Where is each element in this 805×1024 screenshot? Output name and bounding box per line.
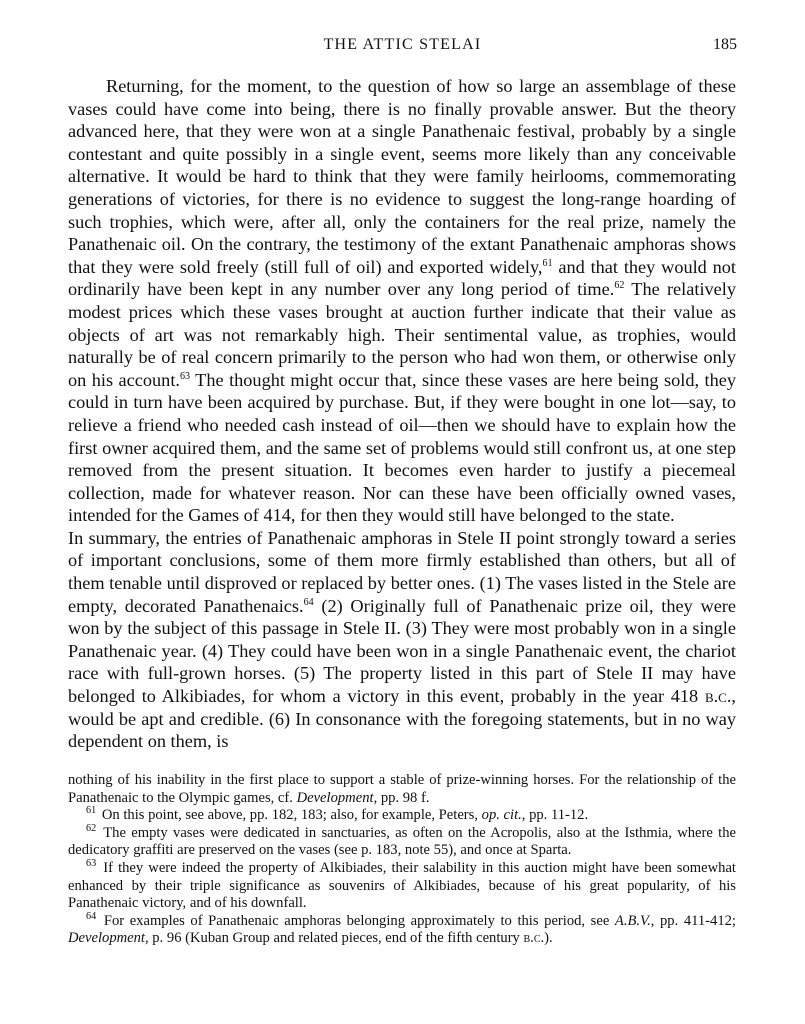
era-abbreviation: b.c. [704,686,732,707]
page-number: 185 [713,36,737,53]
text-run: (2) Originally full of Panathenaic prize oil, they were won by the subject of this passage in Stele II. (3) They were most probably won in a single Panathenaic year. (4) They could have been won in a single Panathenaic event, the chariot race with full-grown horses. (5) The property listed in this part of Stele II may have belonged to Alkibiades, for whom a victory in this event, probably in the year 418 [68,595,737,707]
footnote-63 [68,860,736,913]
footnote-ref-61: 61 [542,257,553,269]
main-text [68,75,736,753]
footnote-62 [68,822,736,860]
footnotes [68,772,736,948]
text-run: The empty vases were dedicated in sanctuaries, as often on the Acropolis, also at the Isthmia, where the dedicatory graffiti are preserved on the vases (see p. 183, note 55), and once at Sparta. [68,824,736,859]
text-run: The relatively modest prices which these vases brought at auction further indicate that their value as objects of art was not remarkably high. Their sentimental value, as trophies, would naturally be of real concern primarily to the person who had won them, or otherwise only on his account. [68,279,736,390]
footnote-64 [68,910,736,948]
citation: Development [68,930,145,947]
text-run: , would be apt and credible. (6) In consonance with the foregoing statements, but in no way dependent on them, is [68,686,736,752]
footnote-continuation [68,772,736,807]
citation: Development [296,789,374,806]
footnote-number: 63 [86,858,97,870]
footnote-number: 64 [86,910,97,922]
text-run: ). [544,930,553,947]
running-title: THE ATTIC STELAI [323,36,482,53]
paragraph-summary [68,527,736,753]
text-run: On this point, see above, pp. 182, 183; also, for example, Peters, [98,807,482,824]
footnote-ref-62: 62 [614,280,625,292]
footnote-number: 61 [86,805,97,817]
footnote-ref-64: 64 [303,596,314,608]
text-run: Returning, for the moment, to the question of how so large an assemblage of these vases could have come into being, there is no finally provable answer. But the theory advanced here, that they were won at a single Panathenaic festival, probably by a single contestant and quite possibly in a single event, seems more likely than any conceivable alternative. It would be hard to think that they were family heirlooms, commemorating generations of victories, for there is no evidence to suggest the long-range hoarding of such trophies, which were, after all, only the containers for the real prize, namely the Panathenaic oil. On the contrary, the testimony of the extant Panathenaic amphoras shows that they were sold freely (still full of oil) and exported widely, [68,76,736,277]
text-run: For examples of Panathenaic amphoras belonging approximately to this period, see [98,912,615,929]
text-run: , pp. 411-412; [650,912,736,929]
footnote-number: 62 [86,822,97,834]
citation: op. cit. [481,807,522,824]
running-header [68,36,737,58]
text-run: In summary, the entries of Panathenaic amphoras in Stele II point strongly toward a series of important conclusions, some of them more firmly established than others, but all of them tenable until disproved or replaced by better ones. (1) The vases listed in the Stele are empty, decorated Panathenaics. [68,527,736,616]
era-abbreviation: b.c. [523,930,545,947]
footnote-61 [68,807,736,825]
text-run: , pp. 11-12. [521,807,589,824]
text-run: , pp. 98 f. [373,789,430,806]
paragraph-returning [68,75,736,527]
citation: A.B.V. [614,912,651,929]
text-run: The thought might occur that, since these vases are here being sold, they could in turn have been acquired by purchase. But, if they were bought in one lot—say, to relieve a friend who needed cash instead of oil—then we should have to explain how the first owner acquired them, and the same set of problems would still confront us, at one step removed from the present situation. It becomes even harder to justify a piecemeal collection, made for whatever reason. Nor can these have been officially owned vases, intended for the Games of 414, for then they would still have belonged to the state. [68,369,736,526]
text-run: and that they would not ordinarily have been kept in any number over any long period of time. [68,256,736,300]
text-run: , p. 96 (Kuban Group and related pieces, end of the fifth century [145,930,524,947]
footnote-ref-63: 63 [179,370,191,382]
text-run: nothing of his inability in the first place to support a stable of prize-winning horses. For the relationship of the Panathenaic to the Olympic games, cf. [68,772,736,806]
text-run: If they were indeed the property of Alkibiades, their salability in this auction might have been somewhat enhanced by their triple significance as souvenirs of Alkibiades, because of his great popularity, of his Panathenaic victory, and of his downfall. [68,859,736,912]
